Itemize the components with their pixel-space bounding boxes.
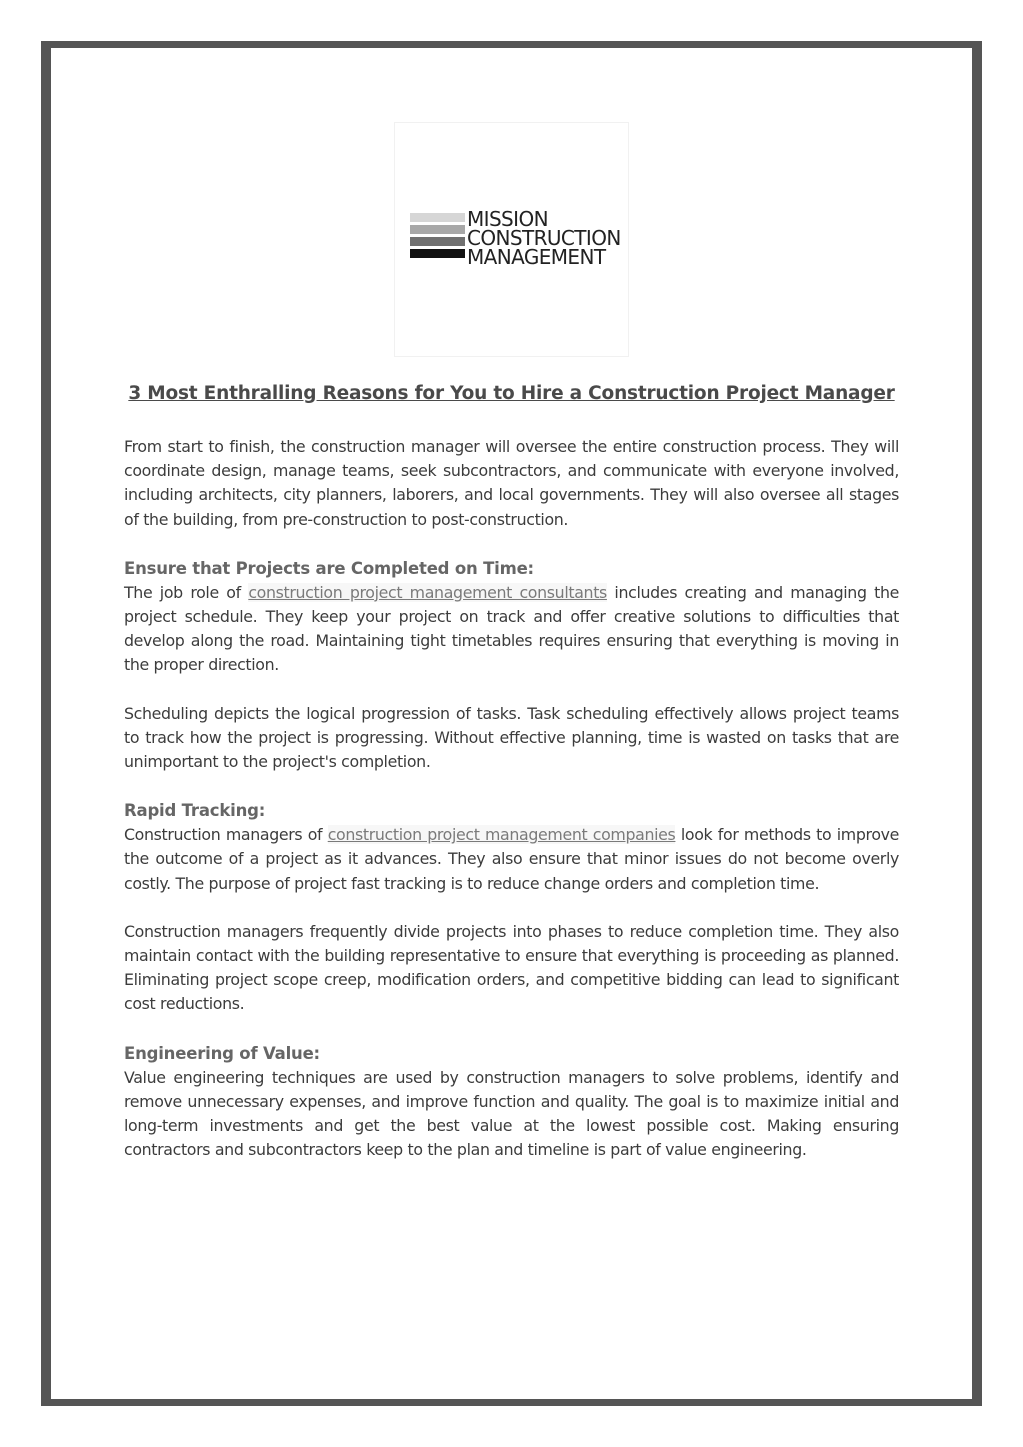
logo-bars-icon xyxy=(410,213,465,261)
spacer xyxy=(124,678,899,702)
section-rapid-tracking-paragraph-2: Construction managers frequently divide projects into phases to reduce completion time. They also maintain contact with the building representative to ensure that everything is proceeding as planned. Eliminating project scope creep, modification orders, and competitive bidding can lead to significant cost reductions. xyxy=(124,921,899,1014)
consultants-link[interactable]: construction project management consultants xyxy=(248,582,607,602)
section-on-time-paragraph-2: Scheduling depicts the logical progression of tasks. Task scheduling effectively allows project teams to track how the project is progressing. Without effective planning, time is wasted on tasks that are unimportant to the project's completion. xyxy=(124,703,899,772)
section-heading-value-engineering: Engineering of Value: xyxy=(124,1043,320,1063)
section-heading-on-time: Ensure that Projects are Completed on Time: xyxy=(124,558,534,578)
logo-line-3: MANAGEMENT xyxy=(467,245,606,269)
spacer xyxy=(124,1017,899,1041)
logo-line-2: CONSTRUCTION xyxy=(467,226,621,250)
document-body xyxy=(124,435,899,1162)
logo-bar xyxy=(410,225,465,234)
logo-line-1: MISSION xyxy=(467,207,548,231)
text-run: Construction managers of xyxy=(124,825,328,845)
companies-link[interactable]: construction project management companies xyxy=(327,825,676,845)
text-run: look for methods to improve the outcome of a project as it advances. They also ensure that minor issues do not become overly costly. The purpose of project fast tracking is to reduce change orders and completion time. xyxy=(124,825,900,893)
document-title: 3 Most Enthralling Reasons for You to Hire a Construction Project Manager xyxy=(128,383,895,404)
section-rapid-tracking-paragraph-1 xyxy=(124,823,899,896)
spacer xyxy=(124,532,899,556)
logo-bar xyxy=(410,249,465,258)
spacer xyxy=(124,896,899,920)
company-logo xyxy=(395,123,628,356)
logo-bar xyxy=(410,237,465,246)
spacer xyxy=(124,774,899,798)
text-run: includes creating and managing the project schedule. They keep your project on track and offer creative solutions to difficulties that develop along the road. Maintaining tight timetables requires ensuring that everything is moving in the proper direction. xyxy=(124,582,899,675)
text-run: The job role of xyxy=(124,582,249,602)
section-heading-rapid-tracking: Rapid Tracking: xyxy=(124,801,266,821)
logo-bar xyxy=(410,213,465,222)
intro-paragraph: From start to finish, the construction manager will oversee the entire construction process. They will coordinate design, manage teams, seek subcontractors, and communicate with everyone involved, including architects, city planners, laborers, and local governments. They will also oversee all stages of the building, from pre-construction to post-construction. xyxy=(124,437,899,529)
section-on-time-paragraph-1 xyxy=(124,581,899,678)
logo-wordmark xyxy=(467,207,621,269)
section-value-engineering-paragraph: Value engineering techniques are used by construction managers to solve problems, identify and remove unnecessary expenses, and improve function and quality. The goal is to maximize initial and long-term investments and get the best value at the lowest possible cost. Making ensuring contractors and subcontractors keep to the plan and timeline is part of value engineering. xyxy=(124,1067,899,1160)
